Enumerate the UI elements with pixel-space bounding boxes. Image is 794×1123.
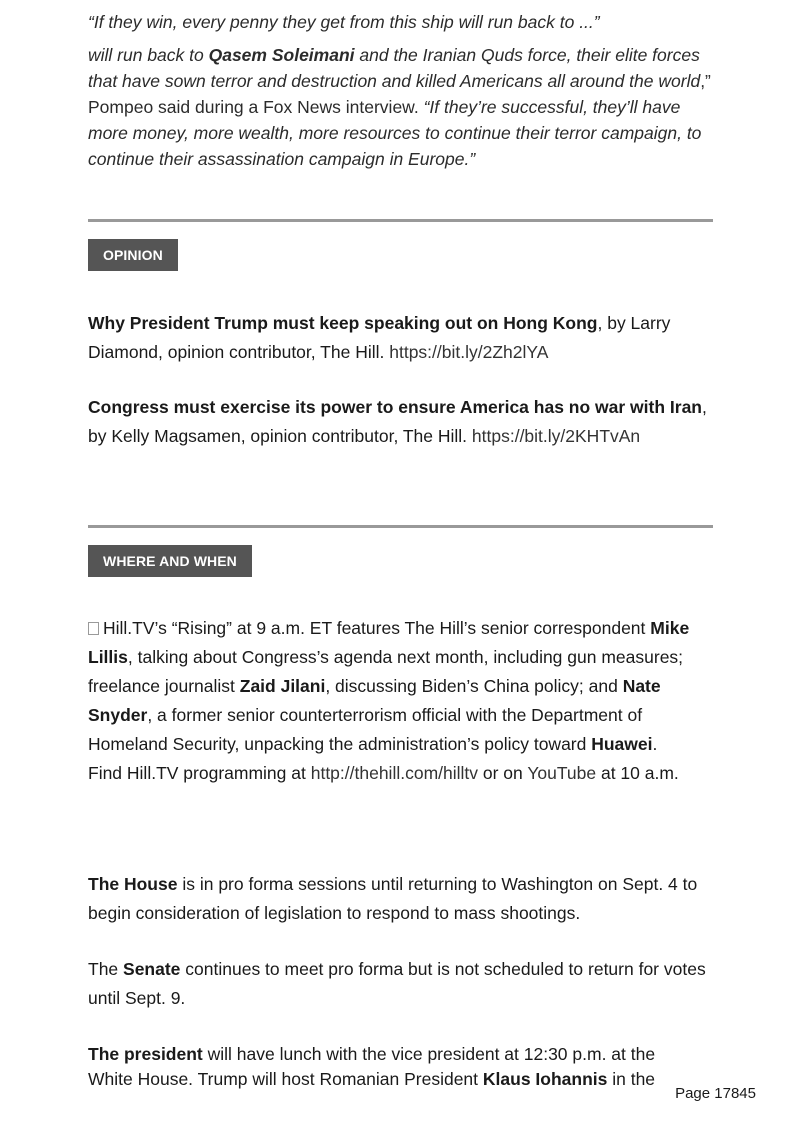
- name-soleimani: Qasem Soleimani: [208, 45, 355, 65]
- missing-glyph-icon: [88, 622, 99, 635]
- opinion-item-2-link[interactable]: https://bit.ly/2KHTvAn: [471, 426, 641, 446]
- topic-huawei: Huawei: [591, 734, 653, 754]
- opinion-label: OPINION: [88, 239, 178, 271]
- quote-italic-2: and the Iranian Quds force, their elite forces that have sown terror and destruction and killed Americans all around the world: [88, 45, 701, 91]
- section-divider: [88, 525, 713, 528]
- president-heading: The president: [88, 1044, 203, 1064]
- opinion-item-1-link[interactable]: https://bit.ly/2Zh2lYA: [389, 342, 549, 362]
- opinion-item-2: [88, 393, 716, 451]
- opinion-item-1-byline: , by Larry Diamond, opinion contributor, The Hill.: [88, 313, 671, 362]
- page-number: Page 17845: [675, 1085, 756, 1102]
- house-heading: The House: [88, 874, 178, 894]
- name-nate-snyder: Nate Snyder: [88, 676, 661, 725]
- hilltv-paragraph: Hill.TV’s “Rising” at 9 a.m. ET features The Hill’s senior correspondent Mike Lillis, talking about Congress’s agenda next month, including gun measures; freelance journalist Zaid Jilani, discussing Biden’s China policy; and Nate Snyder, a former senior counterterrorism official with the Department of Homeland Security, unpacking the administration’s policy toward Huawei. Find Hill.TV programming at http://thehill.com/hilltv or on YouTube at 10 a.m.: [88, 618, 690, 783]
- intro-quote: [88, 12, 716, 172]
- house-paragraph: The House is in pro forma sessions until returning to Washington on Sept. 4 to begin consideration of legislation to respond to mass shootings.: [88, 874, 698, 923]
- name-zaid-jilani: Zaid Jilani: [239, 676, 326, 696]
- hilltv-link[interactable]: http://thehill.com/hilltv: [310, 763, 479, 783]
- clipped-previous-line: “If they win, every penny they get from this ship will run back to ...”: [88, 12, 600, 32]
- president-paragraph: The president will have lunch with the vice president at 12:30 p.m. at the: [88, 1044, 656, 1064]
- senate-heading: Senate: [123, 959, 181, 979]
- clipped-next-line: White House. Trump will host Romanian President Klaus Iohannis in the: [88, 1069, 656, 1089]
- opinion-item-1: [88, 309, 716, 367]
- name-mike-lillis: Mike Lillis: [88, 618, 690, 667]
- attribution: ,” Pompeo said during a Fox News interview.: [88, 71, 711, 117]
- opinion-item-2-title: Congress must exercise its power to ensure America has no war with Iran: [88, 397, 702, 417]
- where-when-label: WHERE AND WHEN: [88, 545, 252, 577]
- section-divider: [88, 219, 713, 222]
- quote-italic-1: will run back to: [88, 45, 209, 65]
- senate-paragraph: The Senate continues to meet pro forma but is not scheduled to return for votes until Sept. 9.: [88, 959, 706, 1008]
- youtube-link[interactable]: YouTube: [527, 763, 597, 783]
- opinion-item-1-title: Why President Trump must keep speaking out on Hong Kong: [88, 313, 598, 333]
- opinion-item-2-byline: , by Kelly Magsamen, opinion contributor, The Hill.: [88, 397, 707, 446]
- quote-italic-3: “If they’re successful, they’ll have more money, more wealth, more resources to continue their terror campaign, to continue their assassination campaign in Europe.”: [88, 97, 702, 169]
